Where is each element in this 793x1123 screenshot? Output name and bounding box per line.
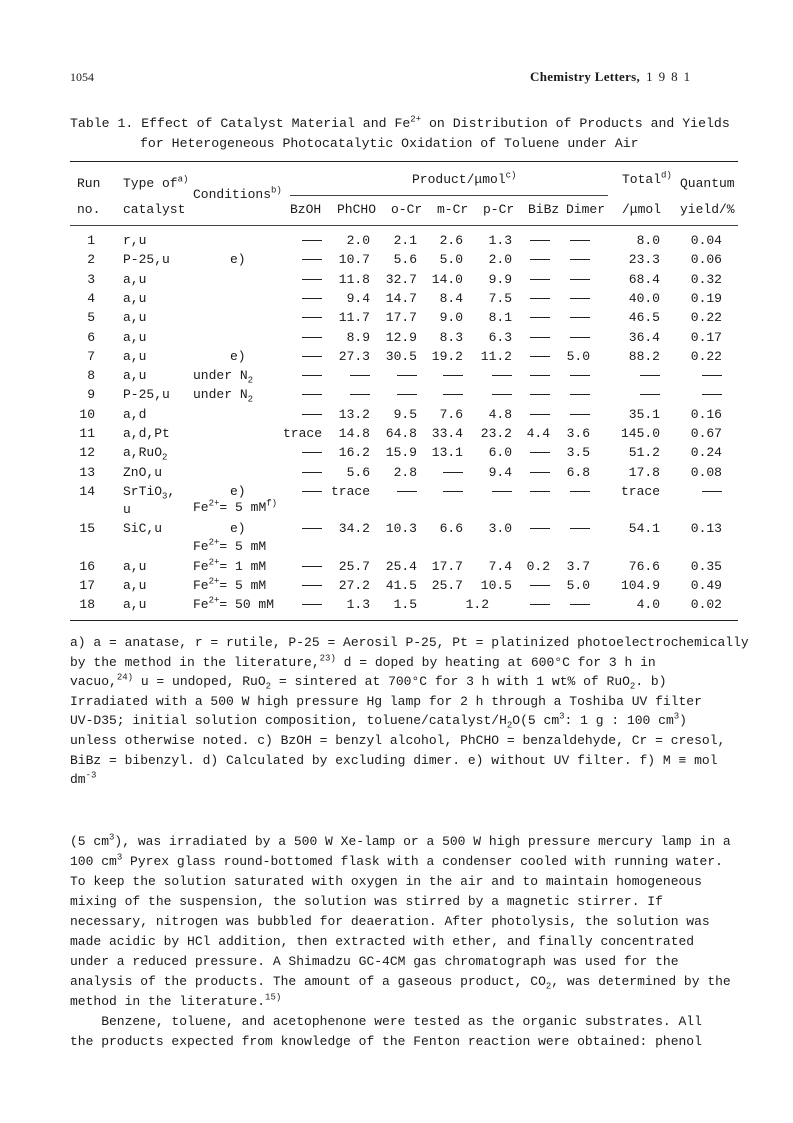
cell-qy: 0.22	[690, 310, 722, 326]
cell-pcr: 1.3	[488, 233, 512, 248]
cell-mcr: 33.4	[431, 426, 463, 441]
cell-total: 8.0	[636, 233, 660, 248]
cell-qy: 0.17	[690, 329, 722, 345]
cell-pcr: 9.4	[488, 464, 512, 480]
cell-mcr: 2.6	[439, 233, 463, 248]
cell-bibz	[530, 578, 550, 593]
cell-total: 23.3	[628, 252, 660, 268]
head-run: Run	[77, 176, 101, 191]
cell-mcr: 5.0	[439, 252, 463, 268]
cell-qy: 0.19	[690, 290, 722, 306]
cell-ocr: 12.9	[385, 329, 417, 345]
cell-pcr: 7.5	[488, 290, 512, 306]
cell-bibz	[530, 445, 550, 460]
body-line: (5 $cm^3$), was irradiated by a 500 W Xe-lamp or a 500 W high pressure mercury lamp in a	[70, 832, 731, 849]
cell-qy: 0.16	[690, 406, 722, 422]
cell-bzoh	[302, 597, 322, 612]
cell-phcho: 10.7	[338, 252, 370, 268]
cell-bzoh	[302, 349, 322, 364]
cell-bzoh	[302, 387, 322, 402]
cell-ocr	[397, 387, 417, 402]
cell-conditions: e)	[230, 348, 246, 364]
head-catalyst: catalyst	[123, 202, 186, 217]
cell-total: 17.8	[628, 464, 660, 480]
cell-dimer	[570, 368, 590, 383]
footnote-line: $dm^{-3}$	[70, 770, 97, 788]
table-bottom-rule	[70, 620, 738, 621]
table-caption	[70, 116, 730, 131]
cell-bzoh	[302, 407, 322, 422]
footnote-line: UV-D35; initial solution composition, toluene/$catalyst/H_2O(5$ $cm^3$: 1 g : 100 $cm^3$)	[70, 712, 687, 731]
cell-phcho: 5.6	[346, 464, 370, 480]
cell-mcr: 7.6	[439, 406, 463, 422]
cell-total: 36.4	[628, 329, 660, 345]
cell-bibz	[530, 291, 550, 306]
cell-mcr: 25.7	[431, 577, 463, 593]
cell-qy: 0.02	[690, 597, 722, 613]
cell-catalyst: a,u	[123, 290, 147, 306]
cell-total: 46.5	[628, 310, 660, 326]
cell-mcr	[443, 484, 463, 499]
cell-catalyst: a,u	[123, 348, 147, 364]
cell-dimer: 3.7	[566, 558, 590, 574]
cell-mcr	[443, 368, 463, 383]
cell-pcr: 10.5	[480, 577, 512, 593]
cell-phcho: 8.9	[346, 329, 370, 345]
table-caption-line2: for Heterogeneous Photocatalytic Oxidation of Toluene under Air	[140, 136, 639, 151]
cell-catalyst: P-25,u	[123, 252, 170, 268]
cell-run: 6	[87, 329, 95, 345]
cell-bzoh	[302, 291, 322, 306]
cell-pcr: 8.1	[488, 310, 512, 326]
footnote-line: Irradiated with a 500 W high pressure Hg lamp for 2 h through a Toshiba UV filter	[70, 693, 702, 709]
cell-run: 8	[87, 368, 95, 384]
cell-run: 3	[87, 271, 95, 287]
cell-conditions: $Fe^{2+}= 5$ $mM^{f)}$	[193, 498, 278, 515]
cell-bzoh	[302, 559, 322, 574]
cell-dimer	[570, 484, 590, 499]
cell-dimer	[570, 252, 590, 267]
body-line: analysis of the products. The amount of a gaseous product, $CO_2$, was determined by the	[70, 974, 731, 992]
body-line: the products expected from knowledge of the Fenton reaction were obtained: phenol	[70, 1034, 702, 1049]
cell-qy	[702, 387, 722, 402]
cell-bibz	[530, 407, 550, 422]
cell-catalyst: r,u	[123, 233, 147, 248]
cell-conditions: $Fe^{2+}= 50$ mM	[193, 595, 275, 613]
cell-bibz	[530, 484, 550, 499]
cell-catalyst: u	[123, 501, 131, 517]
cell-bibz: 4.4	[526, 426, 550, 441]
cell-bzoh	[302, 465, 322, 480]
cell-dimer: 3.6	[566, 426, 590, 441]
cell-dimer	[570, 407, 590, 422]
cell-ocr: 5.6	[393, 252, 417, 268]
cell-bibz	[530, 233, 550, 248]
cell-phcho	[350, 368, 370, 383]
cell-phcho: 11.8	[338, 271, 370, 287]
head-conditions: Conditions$^{b)}$	[193, 185, 282, 202]
cell-catalyst: a,u	[123, 271, 147, 287]
cell-phcho: 1.3	[346, 597, 370, 613]
cell-mcr: 9.0	[439, 310, 463, 326]
cell-phcho: 2.0	[346, 233, 370, 248]
cell-qy	[702, 484, 722, 499]
cell-dimer	[570, 330, 590, 345]
head-ocr: o-Cr	[391, 202, 423, 217]
cell-qy: 0.06	[690, 252, 722, 268]
cell-mcr: 6.6	[439, 521, 463, 537]
cell-qy: 0.22	[690, 348, 722, 364]
cell-dimer	[570, 291, 590, 306]
cell-dimer: 5.0	[566, 577, 590, 593]
cell-mcr: 14.0	[431, 271, 463, 287]
cell-catalyst: a,u	[123, 310, 147, 326]
cell-catalyst: SrTiO$_3$,	[123, 483, 176, 502]
cell-mcr: 17.7	[431, 558, 463, 574]
body-line: Benzene, toluene, and acetophenone were tested as the organic substrates. All	[70, 1014, 702, 1029]
table-header-rule	[70, 225, 738, 226]
head-type: Type $of^{a)}$	[123, 174, 189, 191]
cell-catalyst: P-25,u	[123, 387, 170, 403]
head-mcr: m-Cr	[437, 202, 469, 217]
journal-header	[530, 69, 696, 85]
cell-qy	[702, 368, 722, 383]
cell-dimer	[570, 387, 590, 402]
cell-total	[640, 368, 660, 383]
cell-total: 88.2	[628, 348, 660, 364]
footnote-line: unless otherwise noted. c) BzOH = benzyl alcohol, PhCHO = benzaldehyde, Cr = cresol,	[70, 732, 726, 748]
cell-pcr: 9.9	[488, 271, 512, 287]
cell-catalyst: SiC,u	[123, 521, 163, 537]
cell-mcr: 8.3	[439, 329, 463, 345]
body-line: method in the literature.$^{15)}$	[70, 992, 282, 1009]
cell-phcho: 14.8	[338, 426, 370, 441]
cell-conditions: under $N_2$	[193, 387, 254, 405]
cell-mcr: 19.2	[431, 348, 463, 364]
cell-run: 17	[79, 577, 95, 593]
cell-ocr	[397, 368, 417, 383]
cell-phcho: 11.7	[338, 310, 370, 326]
head-no: no.	[77, 202, 101, 217]
cell-phcho: 34.2	[338, 521, 370, 537]
cell-conditions: under $N_2$	[193, 368, 254, 386]
cell-dimer: 3.5	[566, 445, 590, 461]
cell-ocr: 64.8	[385, 426, 417, 441]
cell-pcr: 7.4	[488, 558, 512, 574]
cell-ocr: 30.5	[385, 348, 417, 364]
head-phcho: PhCHO	[337, 202, 377, 217]
cell-total: 4.0	[636, 597, 660, 613]
body-line: 100 $cm^3$ Pyrex glass round-bottomed flask with a condenser cooled with running water.	[70, 852, 723, 869]
cell-bzoh	[302, 272, 322, 287]
cell-phcho: trace	[330, 483, 370, 499]
caption-suffix: on Distribution of Products and Yields	[421, 116, 730, 131]
cell-conditions: $Fe^{2+}= 1$ mM	[193, 557, 267, 574]
cell-run: 18	[79, 597, 95, 613]
cell-total: 40.0	[628, 290, 660, 306]
cell-catalyst: ZnO,u	[123, 464, 163, 480]
cell-pcr	[492, 484, 512, 499]
caption-prefix: Table 1. Effect of Catalyst Material and Fe	[70, 116, 411, 131]
cell-bibz	[530, 597, 550, 612]
head-bibz: BiBz	[528, 202, 560, 217]
cell-ocr: 2.1	[393, 233, 417, 248]
cell-catalyst: a,d,Pt	[123, 426, 170, 441]
cell-pcr: 4.8	[488, 406, 512, 422]
cell-conditions: e)	[230, 483, 246, 499]
cell-total: trace	[620, 483, 660, 499]
cell-run: 9	[87, 387, 95, 403]
cell-dimer	[570, 521, 590, 536]
cell-pcr	[492, 368, 512, 383]
cell-pcr: 6.0	[488, 445, 512, 461]
cell-bzoh	[302, 330, 322, 345]
cell-conditions: $Fe^{2+}= 5$ mM	[193, 537, 267, 555]
cell-run: 4	[87, 290, 95, 306]
cell-ocr: 10.3	[385, 521, 417, 537]
cell-catalyst: a,u	[123, 597, 147, 613]
cell-run: 13	[79, 464, 95, 480]
cell-bzoh: trace	[282, 426, 322, 441]
cell-qy: 0.67	[690, 426, 722, 441]
cell-catalyst: a,RuO$_2$	[123, 445, 168, 463]
cell-run: 16	[79, 558, 95, 574]
cell-phcho: 25.7	[338, 558, 370, 574]
cell-mcr	[443, 387, 463, 402]
cell-phcho: 27.3	[338, 348, 370, 364]
cell-total: 51.2	[628, 445, 660, 461]
cell-bibz	[530, 310, 550, 325]
head-total-unit: /μmol	[622, 202, 662, 217]
cell-ocr: 2.8	[393, 464, 417, 480]
cell-total: 104.9	[620, 577, 660, 593]
cell-bzoh	[302, 368, 322, 383]
cell-total: 76.6	[628, 558, 660, 574]
cell-bibz	[530, 368, 550, 383]
cell-qy: 0.08	[690, 464, 722, 480]
cell-run: 7	[87, 348, 95, 364]
cell-dimer	[570, 597, 590, 612]
cell-pcr: 6.3	[488, 329, 512, 345]
cell-pcr: 3.0	[488, 521, 512, 537]
cell-bzoh	[302, 310, 322, 325]
head-quantum: Quantum	[680, 176, 735, 191]
body-line: under a reduced pressure. A Shimadzu GC-4CM gas chromatograph was used for the	[70, 954, 679, 969]
cell-run: 11	[79, 426, 95, 441]
cell-dimer: 5.0	[566, 348, 590, 364]
cell-bzoh	[302, 252, 322, 267]
cell-ocr: 9.5	[393, 406, 417, 422]
cell-catalyst: a,u	[123, 577, 147, 593]
cell-qy: 0.35	[690, 558, 722, 574]
cell-conditions: e)	[230, 521, 246, 537]
cell-bibz	[530, 330, 550, 345]
cell-phcho: 16.2	[338, 445, 370, 461]
journal-name: Chemistry Letters,	[530, 69, 641, 84]
body-line: To keep the solution saturated with oxygen in the air and to maintain homogeneous	[70, 874, 702, 889]
body-line: mixing of the suspension, the solution was stirred by a magnetic stirrer. If	[70, 894, 663, 909]
cell-run: 1	[87, 233, 95, 248]
cell-pcr: 2.0	[488, 252, 512, 268]
cell-total: 54.1	[628, 521, 660, 537]
cell-run: 12	[79, 445, 95, 461]
cell-bibz	[530, 252, 550, 267]
body-text	[70, 832, 731, 1052]
cell-bzoh	[302, 445, 322, 460]
cell-catalyst: a,d	[123, 406, 147, 422]
cell-run: 14	[79, 483, 95, 499]
cell-total	[640, 387, 660, 402]
cell-phcho: 27.2	[338, 577, 370, 593]
cell-qy: 0.49	[690, 577, 722, 593]
cell-bibz	[530, 387, 550, 402]
cell-catalyst: a,u	[123, 558, 147, 574]
cell-phcho: 13.2	[338, 406, 370, 422]
cell-conditions: $Fe^{2+}= 5$ mM	[193, 576, 267, 593]
head-bzoh: BzOH	[290, 202, 322, 217]
cell-bzoh	[302, 578, 322, 593]
body-line: made acidic by HCl addition, then extracted with ether, and finally concentrated	[70, 934, 695, 949]
cell-bzoh	[302, 233, 322, 248]
cell-ocr: 15.9	[385, 445, 417, 461]
cell-ocr: 41.5	[385, 577, 417, 593]
cell-qy: 0.04	[690, 233, 722, 248]
cell-bibz: 0.2	[526, 558, 550, 574]
head-dimer: Dimer	[566, 202, 606, 217]
footnote-line: BiBz = bibenzyl. d) Calculated by excluding dimer. e) without UV filter. f) M ≡ mol	[70, 752, 718, 768]
cell-bibz	[530, 465, 550, 480]
table-top-rule	[70, 161, 738, 162]
head-total: Total$^{d)}$	[622, 170, 672, 187]
table-footnotes	[70, 633, 749, 790]
cell-dimer: 6.8	[566, 464, 590, 480]
head-pcr: p-Cr	[483, 202, 515, 217]
footnote-line: a) a = anatase, r = rutile, P-25 = Aerosil P-25, Pt = platinized photoelectrochemically	[70, 635, 749, 650]
cell-mcr: 8.4	[439, 290, 463, 306]
cell-ocr: 32.7	[385, 271, 417, 287]
cell-conditions: e)	[230, 252, 246, 268]
cell-pcr: 11.2	[480, 348, 512, 364]
cell-total: 68.4	[628, 271, 660, 287]
cell-catalyst: a,u	[123, 368, 147, 384]
footnote-line: vacuo,$^{24)}$ u = undoped, RuO$_2$ = sintered at 700°C for 3 h with 1 wt% of RuO$_2$. b)	[70, 672, 667, 692]
cell-run: 5	[87, 310, 95, 326]
body-line: necessary, nitrogen was bubbled for deaeration. After photolysis, the solution was	[70, 914, 710, 929]
cell-ocr	[397, 484, 417, 499]
page-number: 1054	[70, 70, 94, 84]
cell-run: 10	[79, 406, 95, 422]
cell-ocr: 17.7	[385, 310, 417, 326]
journal-year: 1981	[646, 69, 697, 84]
caption-sup: 2+	[410, 114, 422, 125]
cell-phcho	[350, 387, 370, 402]
cell-run: 15	[79, 521, 95, 537]
cell-ocr: 25.4	[385, 558, 417, 574]
footnote-line: by the method in the literature,$^{23)}$ d = doped by heating at 600°C for 3 h in	[70, 653, 656, 670]
head-product: Product/μmol$^{c)}$	[412, 170, 517, 187]
cell-total: 145.0	[620, 426, 660, 441]
cell-dimer	[570, 233, 590, 248]
cell-qy: 0.13	[690, 521, 722, 537]
cell-bibz	[530, 349, 550, 364]
cell-dimer	[570, 272, 590, 287]
cell-pcr: 23.2	[480, 426, 512, 441]
cell-mcr	[443, 465, 463, 480]
cell-phcho: 9.4	[346, 290, 370, 306]
cell-dimer	[570, 310, 590, 325]
head-yield: yield/%	[680, 202, 735, 217]
cell-bibz	[530, 521, 550, 536]
product-rule	[290, 195, 608, 196]
cell-mcr: 13.1	[431, 445, 463, 461]
cell-ocr: 1.5	[393, 597, 417, 613]
cell-pcr	[492, 387, 512, 402]
cell-ocr: 14.7	[385, 290, 417, 306]
cell-bibz	[530, 272, 550, 287]
cell-total: 35.1	[628, 406, 660, 422]
cell-qy: 0.24	[690, 445, 722, 461]
cell-bzoh	[302, 521, 322, 536]
cell-bzoh	[302, 484, 322, 499]
cell-mcr: 1.2	[465, 597, 489, 613]
cell-run: 2	[87, 252, 95, 268]
cell-qy: 0.32	[690, 271, 722, 287]
cell-catalyst: a,u	[123, 329, 147, 345]
